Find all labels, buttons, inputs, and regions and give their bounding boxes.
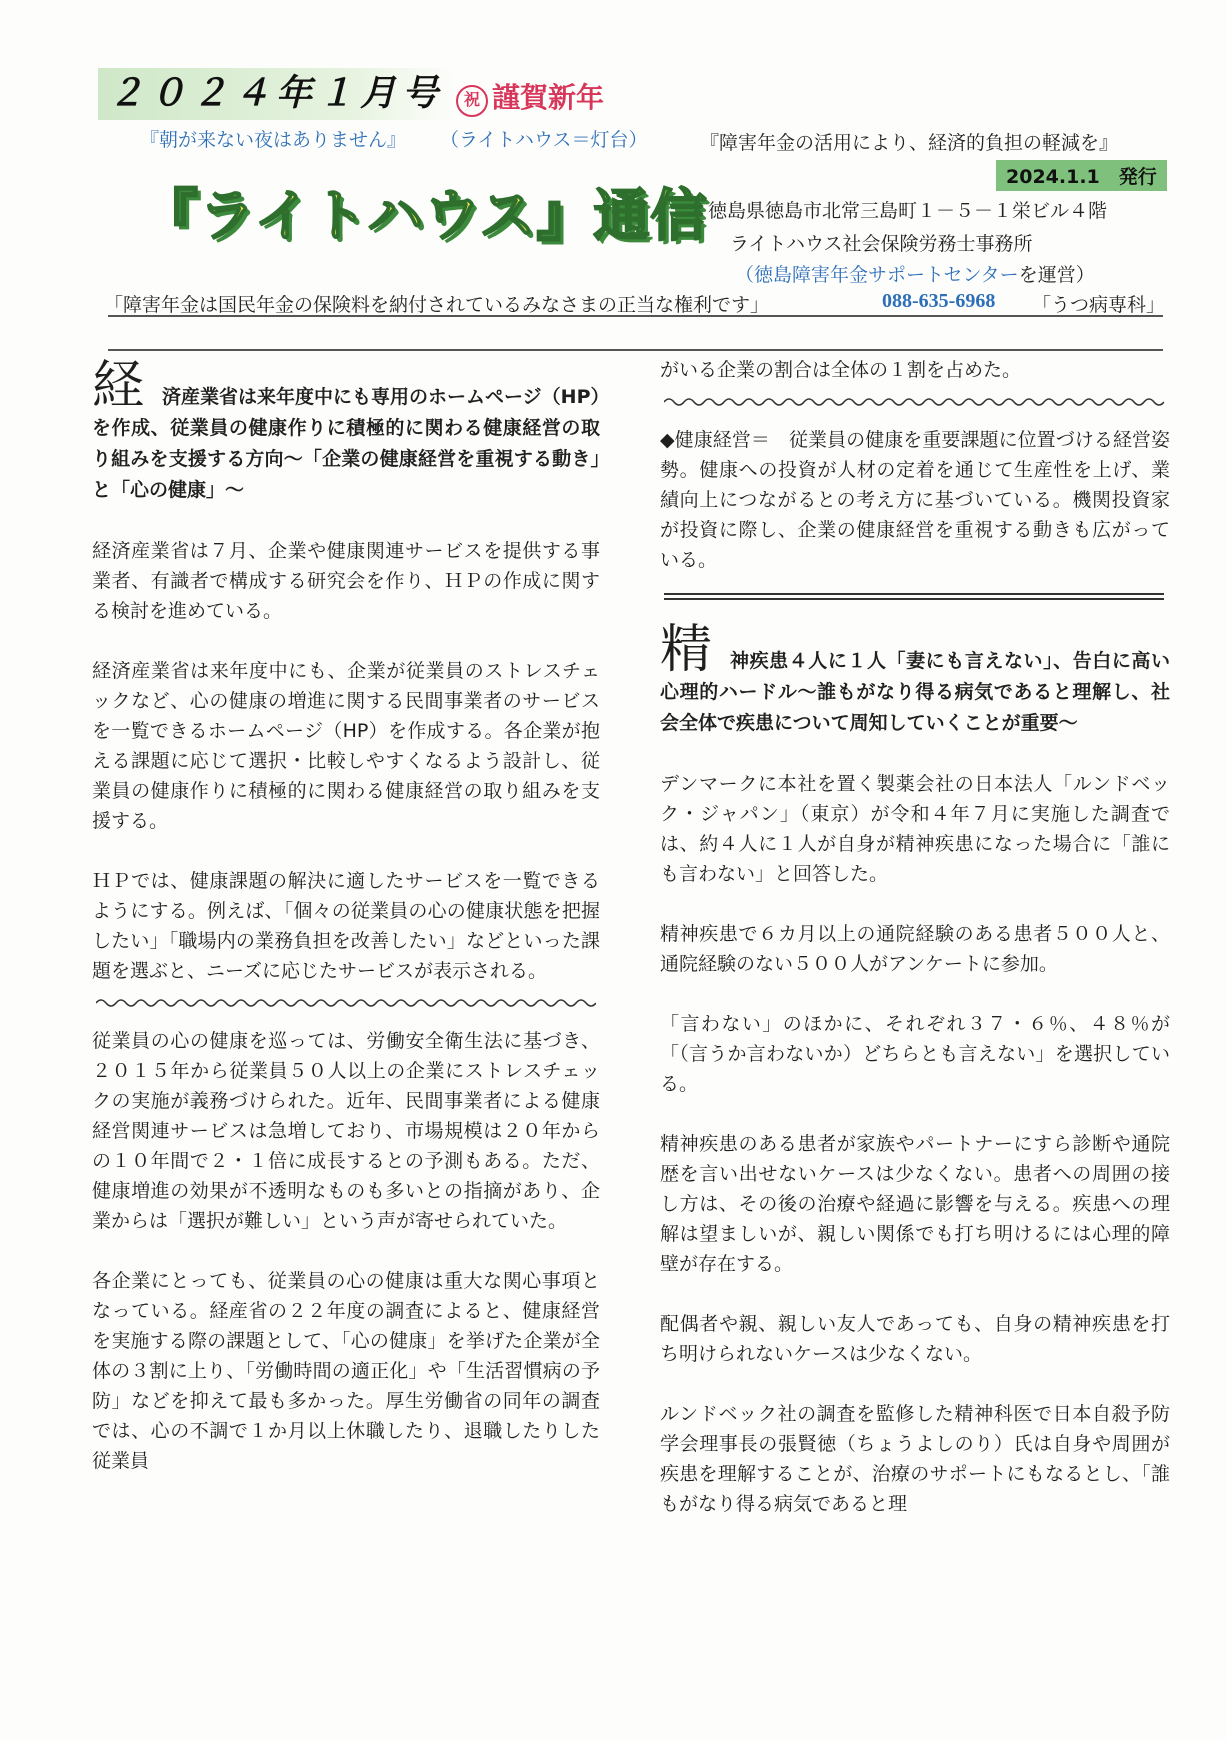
lighthouse-note: （ライトハウス＝灯台）: [440, 129, 648, 151]
headline-text: 神疾患４人に１人「妻にも言えない」、告白に高い心理的ハードル～誰もがなり得る病気であると理解し、社会全体で疾患について周知していくことが重要～: [660, 650, 1170, 734]
slogan: 『障害年金の活用により、経済的負担の軽減を』: [700, 132, 1119, 154]
wavy-divider: [96, 996, 596, 1010]
left-paragraph-1: 経済産業省は７月、企業や健康関連サービスを提供する事業者、有識者で構成する研究会を作り、ＨＰの作成に関する検討を進めている。: [92, 540, 600, 622]
support-center-note: [735, 260, 1095, 287]
specialty-label: 「うつ病専科」: [1032, 294, 1166, 316]
rights-statement: 「障害年金は国民年金の保険料を納付されているみなさまの正当な権利です」: [104, 294, 770, 316]
article-headline-2: [660, 620, 1170, 739]
new-year-greeting: [456, 76, 604, 117]
wavy-divider: [664, 395, 1164, 409]
right-paragraph-1: デンマークに本社を置く製薬会社の日本法人「ルンドベック・ジャパン」（東京）が令和４年７月に実施した調査では、約４人に１人が自身が精神疾患になった場合に「誰にも言わない」と回答した。: [660, 773, 1170, 885]
issue-date-badge: 2024.1.1 発行: [996, 160, 1167, 191]
right-paragraph-3: 「言わない」のほかに、それぞれ３７・６％、４８％が「（言うか言わないか）どちらとも言えない」を選択している。: [660, 1013, 1170, 1095]
motto: 『朝が来ない夜はありません』: [140, 129, 407, 151]
left-paragraph-4: 従業員の心の健康を巡っては、労働安全衛生法に基づき、２０１５年から従業員５０人以上の企業にストレスチェックの実施が義務づけられた。近年、民間事業者による健康経営関連サービスは急増しており、市場規模は２０年からの１０年間で２・１倍に成長するとの予測もある。ただ、健康増進の効果が不透明なものも多いとの指摘があり、企業からは「選択が難しい」という声が寄せられていた。: [92, 1030, 600, 1232]
greeting-text: 謹賀新年: [492, 81, 605, 114]
support-center-name: 徳島障害年金サポートセンター: [754, 264, 1019, 286]
right-column: [660, 355, 1170, 1519]
left-paragraph-3: ＨＰでは、健康課題の解決に適したサービスを一覧できるようにする。例えば、「個々の従業員の心の健康状態を把握したい」「職場内の業務負担を改善したい」などといった課題を選ぶと、ニーズに応じたサービスが表示される。: [92, 870, 600, 982]
double-rule-divider: [664, 593, 1164, 600]
support-center-suffix: を運営）: [1018, 264, 1095, 286]
support-open-paren: （: [735, 264, 755, 286]
headline-text: 済産業省は来年度中にも専用のホームページ（HP）を作成、従業員の健康作りに積極的に関わる健康経営の取り組みを支援する方向～「企業の健康経営を重視する動き」と「心の健康」～: [92, 386, 600, 501]
office-address: 徳島県徳島市北常三島町１－５－１栄ビル４階: [708, 200, 1108, 222]
celebration-mark: 祝: [456, 85, 488, 117]
headline-initial: 経: [92, 356, 145, 416]
right-paragraph-5: 配偶者や親、親しい友人であっても、自身の精神疾患を打ち明けられないケースは少なくない。: [660, 1313, 1170, 1365]
masthead-logo: 『ライトハウス』通信: [142, 184, 708, 249]
right-paragraph-2: 精神疾患で６カ月以上の通院経験のある患者５００人と、通院経験のない５００人がアンケートに参加。: [660, 923, 1170, 975]
headline-initial: 精: [660, 620, 713, 680]
article-headline-1: [92, 356, 600, 506]
right-paragraph-4: 精神疾患のある患者が家族やパートナーにすら診断や通院歴を言い出せないケースは少なくない。患者への周囲の接し方は、その後の治療や経過に影響を与える。疾患への理解は望ましいが、親しい関係でも打ち明けるには心理的障壁が存在する。: [660, 1133, 1170, 1275]
right-paragraph-6: ルンドベック社の調査を監修した精神科医で日本自殺予防学会理事長の張賢徳（ちょうよしのり）氏は自身や周囲が疾患を理解することが、治療のサポートにもなるとし、「誰もがなり得る病気であると理: [660, 1403, 1170, 1515]
left-column: [92, 356, 600, 1476]
right-paragraph-continued: がいる企業の割合は全体の１割を占めた。: [660, 359, 1022, 381]
phone-number: 088-635-6968: [882, 290, 996, 312]
left-paragraph-2: 経済産業省は来年度中にも、企業が従業員のストレスチェックなど、心の健康の増進に関する民間事業者のサービスを一覧できるホームページ（HP）を作成する。各企業が抱える課題に応じて選択・比較しやすくなるよう設計し、従業員の健康作りに積極的に関わる健康経営の取り組みを支援する。: [92, 660, 600, 832]
left-paragraph-5: 各企業にとっても、従業員の心の健康は重大な関心事項となっている。経産省の２２年度の調査によると、健康経営を実施する際の課題として、「心の健康」を挙げた企業が全体の３割に上り、「労働時間の適正化」や「生活習慣病の予防」などを抑えて最も多かった。厚生労働省の同年の調査では、心の不調で１か月以上休職したり、退職したりした従業員: [92, 1270, 600, 1472]
header-rule-bottom: [108, 349, 1163, 351]
office-name: ライトハウス社会保険労務士事務所: [730, 233, 1033, 255]
health-management-definition: ◆健康経営＝ 従業員の健康を重要課題に位置づける経営姿勢。健康への投資が人材の定着を通じて生産性を上げ、業績向上につながるとの考え方に基づいている。機関投資家が投資に際し、企業の健康経営を重視する動きも広がっている。: [660, 429, 1170, 571]
issue-title: ２０２４年１月号: [98, 68, 454, 120]
